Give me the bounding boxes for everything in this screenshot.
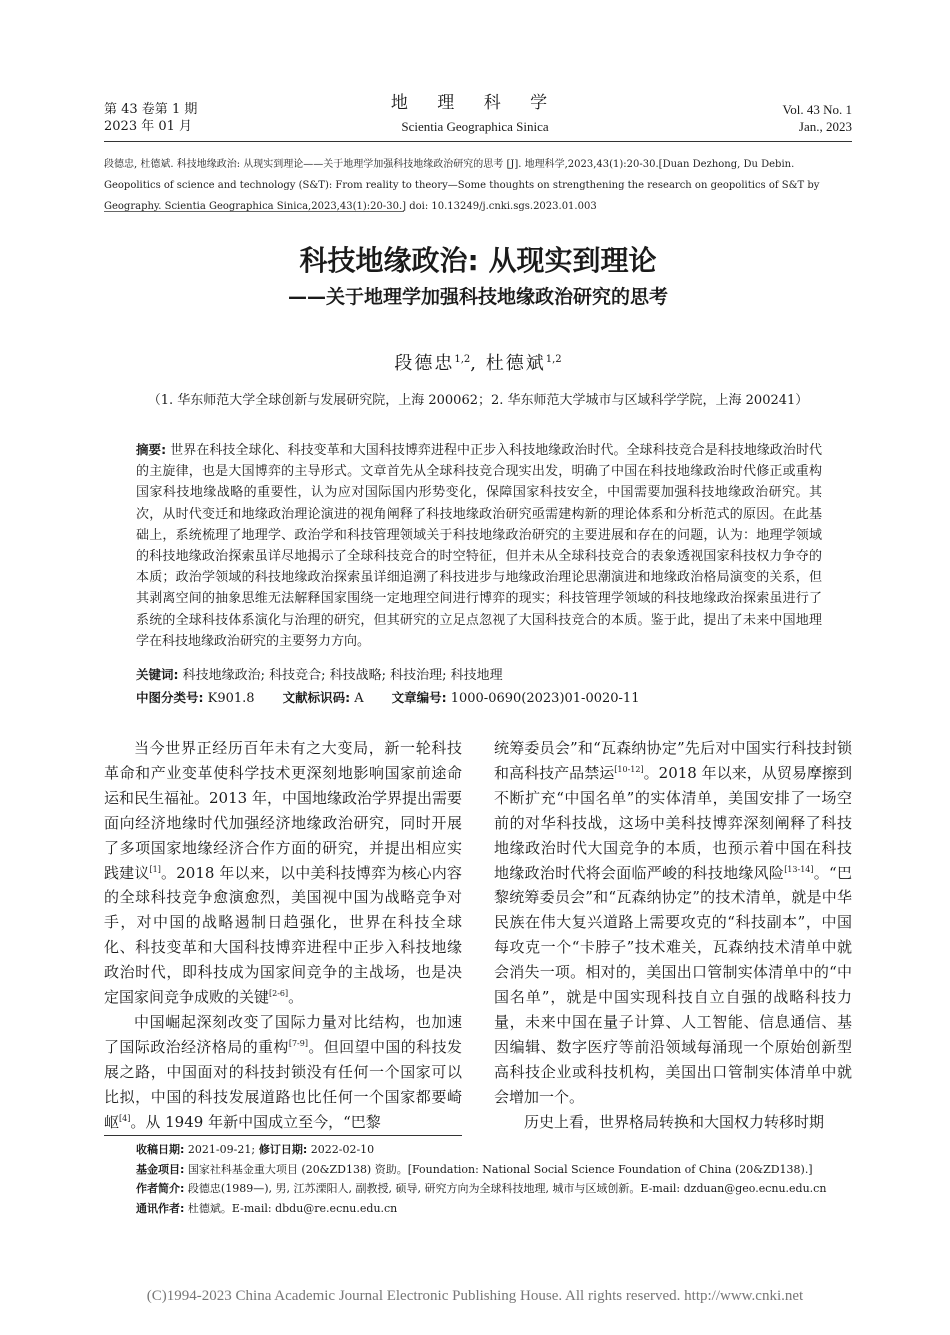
date-cn: 2023 年 01 月 — [104, 119, 193, 134]
body-column-left — [104, 736, 462, 1135]
author-2-affil: 1,2 — [545, 354, 562, 365]
volume-en: Vol. 43 No. 1 — [782, 102, 852, 117]
doc-code-label: 文献标识码: — [282, 690, 351, 705]
author-1: 段德忠 — [394, 353, 455, 374]
header-volume-cn — [104, 101, 197, 135]
journal-title-cn: 地 理 科 学 — [390, 93, 560, 113]
paper-subtitle: ——关于地理学加强科技地缘政治研究的思考 — [287, 286, 668, 308]
footnote-author: 作者简介: 段德忠(1989—), 男, 江苏溧阳人, 副教授, 硕导, 研究方向为全球科技地理, 城市与区域创新。E-mail: dzduan@geo.ecnu.edu.cn — [136, 1182, 827, 1195]
doc-code-value: A — [350, 691, 364, 706]
footnote-rule — [104, 1135, 462, 1136]
citation-ref[interactable]: [4] — [119, 1113, 131, 1123]
clc-value: K901.8 — [203, 691, 255, 706]
journal-title — [300, 92, 650, 136]
citation-ref[interactable]: [13-14] — [784, 864, 814, 874]
article-number-value: 1000-0690(2023)01-0020-11 — [446, 691, 640, 706]
classification — [136, 687, 822, 709]
volume-cn: 第 43 卷第 1 期 — [104, 102, 198, 117]
body-paragraph: 中国崛起深刻改变了国际力量对比结构，也加速了国际政治经济格局的重构[7-9]。但回望中国的科技发展之路，中国面对的科技封锁没有任何一个国家可以比拟，中国的科技发展道路也比任何一个国家都要崎岖[4]。从 1949 年新中国成立至今，“巴黎 — [104, 1012, 462, 1131]
header-volume-en — [783, 101, 852, 135]
abstract-text: 世界在科技全球化、科技变革和大国科技博弈进程中正步入科技地缘政治时代。全球科技竞合是科技地缘政治时代的主旋律，也是大国博弈的主导形式。文章首先从全球科技竞合现实出发，明确了中国在科技地缘政治时代修正或重构国家科技地缘战略的重要性，认为应对国际国内形势变化，保障国家科技安全，中国需要加强科技地缘政治研究。其次，从时代变迁和地缘政治理论演进的视角阐释了科技地缘政治研究亟需建构新的理论体系和分析范式的原因。在此基础上，系统梳理了地理学、政治学和科技管理领域关于科技地缘政治研究的主要进展和存在的问题，认为：地理学领域的科技地缘政治探索虽详尽地揭示了全球科技竞合的时空特征，但并未从全球科技竞合的表象透视国家科技权力争夺的本质；政治学领域的科技地缘政治探索虽详细追溯了科技进步与地缘政治理论思潮演进和地缘政治格局演变的关系，但其剥离空间的抽象思维无法解释国家围绕一定地理空间进行博弈的现实；科技管理学领域的科技地缘政治探索虽进行了系统的全球科技体系演化与治理的研究，但其研究的立足点忽视了大国科技竞合的本质。鉴于此，提出了未来中国地理学在科技地缘政治研究的主要努力方向。 — [136, 443, 822, 649]
keywords-text: 科技地缘政治; 科技竞合; 科技战略; 科技治理; 科技地理 — [178, 668, 503, 683]
citation-ref[interactable]: [2-6] — [269, 989, 289, 999]
header-rule — [104, 141, 852, 142]
footnote-fund: 基金项目: 国家社科基金重大项目 (20&ZD138) 资助。[Foundation: National Social Science Foundation of China (20&ZD138).] — [136, 1162, 813, 1176]
date-en: Jan., 2023 — [798, 119, 852, 134]
footnote-corresponding: 通讯作者: 杜德斌。E-mail: dbdu@re.ecnu.edu.cn — [136, 1201, 398, 1215]
journal-title-en: Scientia Geographica Sinica — [401, 119, 549, 134]
abstract — [136, 439, 822, 652]
body-paragraph: 当今世界正经历百年未有之大变局，新一轮科技革命和产业变革使科学技术更深刻地影响国家前途命运和民生福祉。2013 年，中国地缘政治学界提出需要面向经济地缘时代加强经济地缘政治研究，同时开展了多项国家地缘经济合作方面的研究，并提出相应实践建议[1]。2018 年以来，以中美科技博弈为核心内容的全球科技竞争愈演愈烈，美国视中国为战略竞争对手，对中国的战略遏制日趋强化，世界在科技全球化、科技变革和大国科技博弈进程中正步入科技地缘政治时代，即科技成为国家间竞争的主战场，也是决定国家间竞争成败的关键[2-6]。 — [104, 739, 462, 1007]
citation-ref[interactable]: [10-12] — [614, 764, 644, 774]
body-paragraph: 历史上看，世界格局转换和大国权力转移时期 — [524, 1112, 825, 1131]
citation-ref[interactable]: [7-9] — [288, 1038, 308, 1048]
article-number-label: 文章编号: — [391, 690, 447, 705]
paper-title: 科技地缘政治: 从现实到理论 — [299, 244, 657, 277]
authors — [104, 348, 852, 376]
clc-label: 中图分类号: — [136, 690, 204, 705]
author-2: 杜德斌 — [485, 353, 546, 374]
abstract-label: 摘要: — [136, 442, 167, 457]
author-separator: , — [470, 353, 486, 374]
body-paragraph: 统筹委员会”和“瓦森纳协定”先后对中国实行科技封锁和高科技产品禁运[10-12]。2018 年以来，从贸易摩擦到不断扩充“中国名单”的实体清单，美国安排了一场空前的对华科技战，这场中美科技博弈深刻阐释了科技地缘政治时代大国竞争的本质，也预示着中国在科技地缘政治时代将会面临严峻的科技地缘风险[13-14]。“巴黎统筹委员会”和“瓦森纳协定”的技术清单，就是中华民族在伟大复兴道路上需要攻克的“科技副本”，中国每攻克一个“卡脖子”技术难关，瓦森纳技术清单中就会消失一项。相对的，美国出口管制实体清单中的“中国名单”，就是中国实现科技自立自强的战略科技力量，未来中国在量子计算、人工智能、信息通信、基因编辑、数字医疗等前沿领域每涌现一个原始创新型高科技企业或科技机构，美国出口管制实体清单中就会增加一个。 — [494, 739, 852, 1106]
citation-separator — [104, 211, 404, 212]
copyright-notice: (C)1994-2023 China Academic Journal Electronic Publishing House. All rights reserved. http://www.cnki.net — [146, 1288, 804, 1304]
citation: 段德忠, 杜德斌. 科技地缘政治: 从现实到理论——关于地理学加强科技地缘政治研究的思考 [J]. 地理科学,2023,43(1):20-30.[Duan Dezhong, Du Debin. Geopolitics of science and technology (S&T): From reality to theory—Some thoughts on strengthening the research on geopolitics of S&T by Geography. Scientia Geographica Sinica,2023,43(1):20-30.] doi: 10.13249/j.cnki.sgs.2023.01.003 — [104, 159, 820, 212]
author-1-affil: 1,2 — [454, 354, 471, 365]
footnotes — [136, 1140, 856, 1218]
affiliations: （1. 华东师范大学全球创新与发展研究院，上海 200062；2. 华东师范大学城市与区域科学学院，上海 200241） — [147, 393, 809, 408]
citation-ref[interactable]: [1] — [149, 864, 161, 874]
footnote-dates: 收稿日期: 2021-09-21; 修订日期: 2022-02-10 — [136, 1143, 375, 1156]
keywords — [136, 664, 822, 686]
keywords-label: 关键词: — [136, 667, 179, 682]
body-column-right — [494, 736, 852, 1135]
